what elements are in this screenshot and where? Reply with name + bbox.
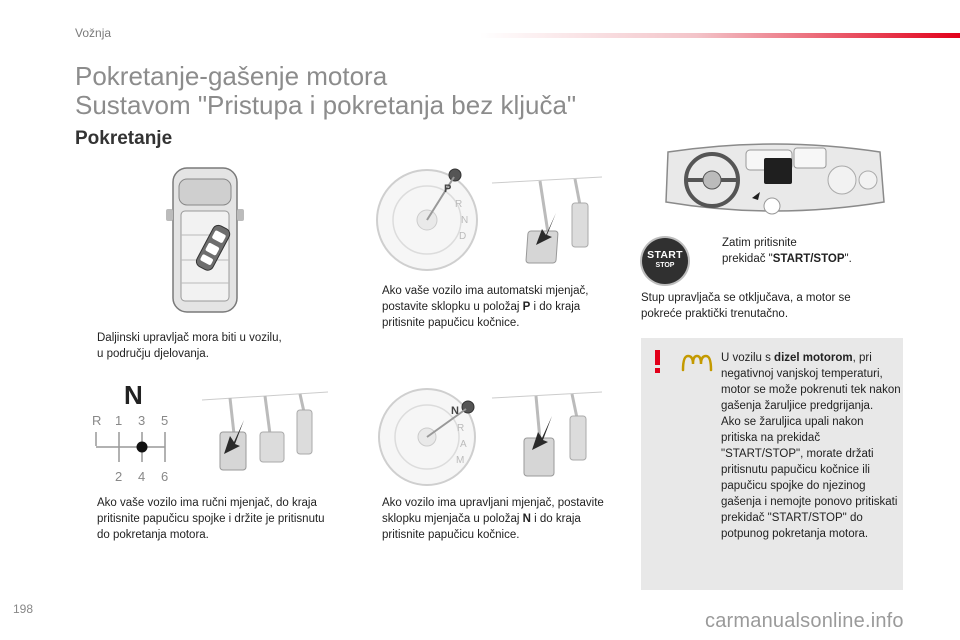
- warning-diesel-bold: dizel motorom: [774, 352, 853, 364]
- brake-pedal-illustration-automatic: [490, 175, 605, 270]
- warning-text-3: Ako se žaruljica upali nakon pritiska na prekidač "START/STOP", morate držati pritisnutu papučicu kočnice ili papučicu spojke do njezinog gašenja i nemojte ponovo pritiskati prekidač "START/STOP" do potpunog pokretanja motora.: [721, 416, 898, 540]
- press-line-2-bold: START/STOP: [772, 253, 845, 265]
- title-line-2: Sustavom "Pristupa i pokretanja bez ključa": [75, 90, 577, 120]
- warning-text-2: , pri negativnoj vanjskoj temperaturi, motor se može pokrenuti tek nakon gašenja žaruljice predgrijanja.: [721, 352, 901, 412]
- section-label: Vožnja: [75, 26, 112, 40]
- automatic-gear-p: P: [522, 301, 531, 313]
- press-start-stop-bullet: [700, 235, 900, 267]
- manual-gear-r: R: [92, 413, 102, 428]
- warning-text-1: U vozilu s: [721, 352, 775, 364]
- auto-gear-d: D: [459, 231, 467, 242]
- manual-gear-6: 6: [161, 469, 169, 484]
- subheading: Pokretanje: [75, 128, 173, 149]
- manual-gearbox-bullet: [75, 495, 335, 543]
- press-line-2-prefix: prekidač ": [722, 253, 773, 265]
- automated-gear-m: M: [456, 455, 465, 466]
- automatic-gearbox-bullet: [360, 283, 620, 331]
- auto-gear-r: R: [455, 199, 463, 210]
- pedals-illustration-manual: [200, 390, 330, 480]
- automatic-text-1: Ako vaše vozilo ima automatski mjenjač, postavite sklopku u položaj: [382, 285, 589, 313]
- automated-gear-r: R: [457, 423, 465, 434]
- watermark: carmanualsonline.info: [705, 610, 904, 632]
- dashboard-illustration: [662, 140, 887, 225]
- diesel-warning-box: [641, 338, 903, 590]
- automated-text-1: Ako vozilo ima upravljani mjenjač, postavite sklopku mjenjača u položaj: [382, 497, 604, 525]
- manual-gear-n: N: [124, 380, 143, 410]
- stop-label: STOP: [655, 262, 675, 269]
- automated-selector-illustration: [375, 385, 485, 490]
- start-stop-button-icon: [642, 238, 688, 284]
- van-key-illustration: [165, 165, 245, 315]
- remote-control-bullet: [75, 330, 335, 362]
- manual-gear-5: 5: [161, 413, 169, 428]
- manual-gear-2: 2: [115, 469, 123, 484]
- exclamation-icon: [651, 350, 665, 374]
- automated-gear-a: A: [460, 439, 467, 450]
- press-line-1: Zatim pritisnite: [722, 237, 797, 249]
- manual-gear-3: 3: [138, 413, 146, 428]
- automated-gearbox-bullet: [360, 495, 625, 543]
- auto-gear-n: N: [461, 215, 469, 226]
- manual-gearbox-illustration: [88, 378, 188, 488]
- press-line-2-suffix: ".: [844, 253, 852, 265]
- page-number: 198: [13, 602, 34, 616]
- start-label: START: [647, 249, 683, 261]
- glow-plug-icon: [679, 352, 715, 374]
- remote-line-1: Daljinski upravljač mora biti u vozilu,: [97, 332, 282, 344]
- manual-gear-4: 4: [138, 469, 146, 484]
- header-accent-bar: [480, 33, 960, 38]
- auto-gear-p: P: [444, 183, 452, 195]
- manual-gear-1: 1: [115, 413, 123, 428]
- page-title: [75, 62, 576, 120]
- remote-line-2: u području djelovanja.: [97, 348, 209, 360]
- automated-gear-n-bold: N: [522, 513, 531, 525]
- automated-text-2: i do kraja pritisnite papučicu kočnice.: [382, 513, 581, 541]
- automatic-text-2: i do kraja pritisnite papučicu kočnice.: [382, 301, 581, 329]
- title-line-1: Pokretanje-gašenje motora: [75, 61, 388, 91]
- manual-text: Ako vaše vozilo ima ručni mjenjač, do kraja pritisnite papučicu spojke i držite je pritisnutu do pokretanja motora.: [97, 497, 325, 541]
- automated-gear-n: N: [451, 405, 459, 417]
- automatic-selector-illustration: [375, 165, 485, 275]
- diesel-warning-text: [721, 350, 901, 542]
- brake-pedal-illustration-automated: [490, 390, 605, 485]
- steering-unlock-text: Stup upravljača se otključava, a motor se pokreće praktički trenutačno.: [641, 292, 851, 320]
